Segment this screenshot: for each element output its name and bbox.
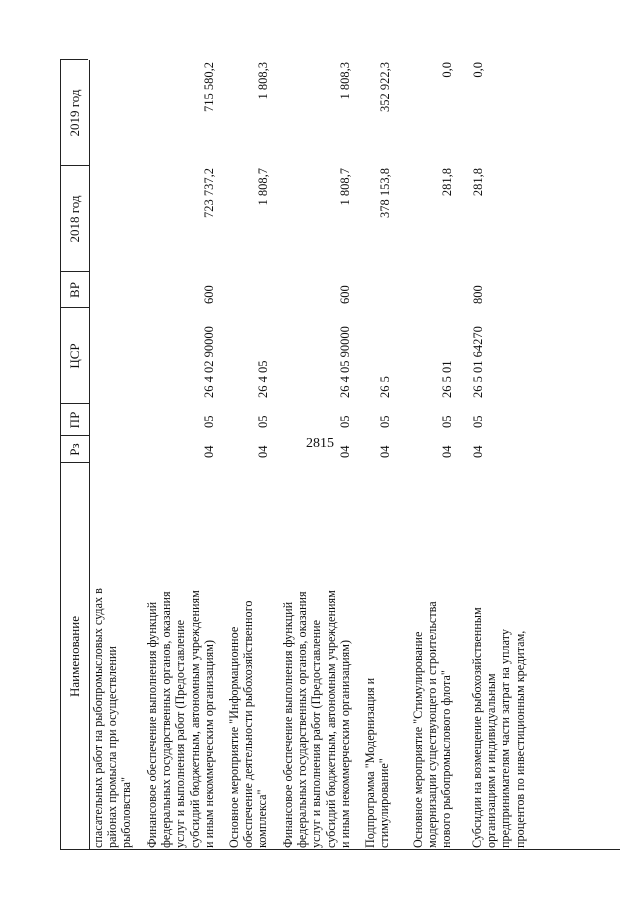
name-line: процентов по инвестиционным кредитам, [512, 630, 527, 848]
name-line: рыболовства" [119, 777, 134, 848]
name-line: комплекса" [255, 789, 270, 848]
cell-rz: 04 [471, 445, 485, 458]
header-vr: ВР [67, 282, 82, 298]
cell-2018: 1 808,7 [256, 168, 270, 206]
cell-vr: 800 [471, 285, 485, 304]
cell-2019: 1 808,3 [338, 62, 352, 100]
row-name [227, 463, 270, 848]
cell-vr: 600 [202, 285, 216, 304]
cell-2018: 378 153,8 [378, 168, 392, 218]
row-name [363, 463, 391, 848]
name-line: Основное мероприятие "Информационное [227, 626, 241, 848]
cell-rz: 04 [338, 445, 352, 458]
name-line: модернизации существующего и строительства [425, 601, 440, 848]
header-pr: ПР [67, 411, 82, 429]
cell-pr: 05 [256, 415, 270, 428]
name-line: федеральных государственных органов, оказания [159, 591, 174, 848]
cell-pr: 05 [378, 415, 392, 428]
row-name [411, 463, 454, 848]
rotated-table [60, 60, 620, 850]
name-line: организациям и индивидуальным [484, 673, 499, 848]
cell-csr: 26 4 05 90000 [338, 326, 352, 398]
name-line: Финансовое обеспечение выполнения функций [145, 601, 159, 848]
cell-csr: 26 4 05 [256, 360, 270, 398]
cell-csr: 26 5 [378, 376, 392, 398]
cell-csr: 26 5 01 64270 [471, 326, 485, 398]
name-line: Субсидии на возмещение рыбохозяйственным [470, 607, 484, 848]
name-line: субсидий бюджетным, автономным учреждениям [187, 590, 202, 848]
row-name [91, 463, 134, 848]
cell-pr: 05 [471, 415, 485, 428]
cell-vr: 600 [338, 285, 352, 304]
cell-pr: 05 [202, 415, 216, 428]
page-number: 2815 [306, 436, 334, 451]
name-line: предпринимателям части затрат на уплату [498, 629, 513, 848]
cell-rz: 04 [440, 445, 454, 458]
name-line: и иным некоммерческим организациям) [201, 639, 216, 848]
cell-2019: 1 808,3 [256, 62, 270, 100]
cell-2019: 0,0 [440, 62, 454, 78]
budget-table [60, 60, 620, 850]
name-line: субсидий бюджетным, автономным учреждениям [323, 590, 338, 848]
cell-2019: 352 922,3 [378, 62, 392, 112]
cell-2018: 723 737,2 [202, 168, 216, 218]
name-line: нового рыбопромыслового флота" [439, 670, 454, 848]
name-line: федеральных государственных органов, оказания [295, 591, 310, 848]
cell-rz: 04 [202, 445, 216, 458]
cell-2018: 1 808,7 [338, 168, 352, 206]
cell-pr: 05 [338, 415, 352, 428]
header-2018: 2018 год [67, 195, 82, 243]
name-line: услуг и выполнения работ (Предоставление [309, 619, 324, 848]
cell-2018: 281,8 [471, 168, 485, 197]
cell-rz: 04 [378, 445, 392, 458]
cell-csr: 26 4 02 90000 [202, 326, 216, 398]
header-2019: 2019 год [67, 89, 82, 137]
name-line: и иным некоммерческим организациям) [337, 639, 352, 848]
name-line: стимулирование" [377, 758, 392, 848]
name-line: Финансовое обеспечение выполнения функций [281, 601, 295, 848]
name-line: районах промысла при осуществлении [105, 646, 120, 848]
row-name [470, 463, 527, 848]
name-line: Основное мероприятие "Стимулирование [411, 631, 425, 848]
cell-rz: 04 [256, 445, 270, 458]
row-name [145, 463, 216, 848]
header-rz: Рз [67, 443, 82, 456]
cell-csr: 26 5 01 [440, 360, 454, 398]
name-line: услуг и выполнения работ (Предоставление [173, 619, 188, 848]
row-name [281, 463, 352, 848]
cell-2019: 715 580,2 [202, 62, 216, 112]
name-line: спасательных работ на рыбопромысловых судах в [91, 588, 105, 848]
header-name: Наименование [67, 616, 82, 697]
cell-2019: 0,0 [471, 62, 485, 78]
cell-pr: 05 [440, 415, 454, 428]
name-line: Подпрограмма "Модернизация и [363, 677, 377, 848]
name-line: обеспечение деятельности рыбохозяйственного [241, 600, 256, 848]
table-header [60, 60, 90, 850]
table-left-border [60, 849, 620, 850]
cell-2018: 281,8 [440, 168, 454, 197]
header-csr: ЦСР [67, 343, 82, 369]
